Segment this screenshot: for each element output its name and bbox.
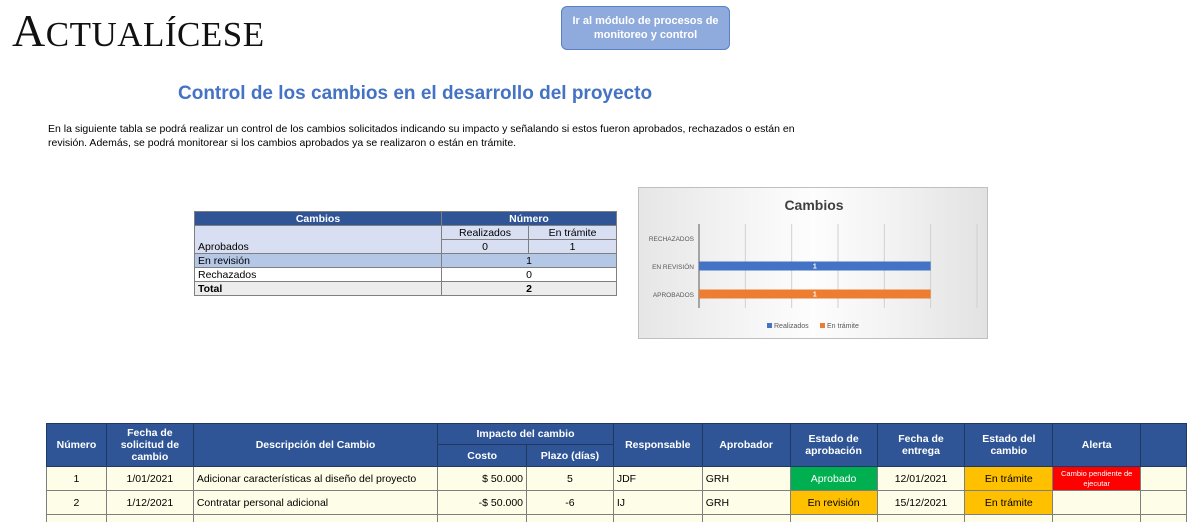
description-text: En la siguiente tabla se podrá realizar un control de los cambios solicitados indicando su impacto y señalando si estos fueron aprobados, rechazados o están en revisión. Además, se podrá monitorear si los cambios aprobados ya se realizaron o están en trámite.	[48, 123, 795, 149]
cell-responsable[interactable]: IJ	[613, 491, 702, 515]
header-descripcion[interactable]: Descripción del Cambio	[193, 424, 437, 467]
cambios-chart[interactable]	[638, 187, 988, 339]
chart-data-label: 1	[812, 291, 817, 299]
table-row	[47, 515, 1187, 522]
cell-fecha[interactable]: 1/12/2021	[106, 491, 193, 515]
cell-empty[interactable]	[527, 515, 614, 522]
summary-total-value[interactable]: 2	[442, 282, 617, 296]
cell-empty[interactable]	[613, 515, 702, 522]
cell-empty[interactable]	[790, 515, 877, 522]
cell-numero[interactable]: 1	[47, 467, 107, 491]
cell-alerta[interactable]: Cambio pendiente de ejecutar	[1053, 467, 1141, 491]
summary-label-total[interactable]: Total	[195, 282, 442, 296]
summary-header-numero[interactable]: Número	[442, 212, 617, 226]
header-plazo[interactable]: Plazo (días)	[527, 445, 614, 467]
header-estado-aprobacion[interactable]: Estado de aprobación	[790, 424, 877, 467]
chart-category-label: APROBADOS	[652, 292, 694, 299]
chart-canvas	[639, 188, 989, 340]
header-estado-cambio[interactable]: Estado del cambio	[965, 424, 1053, 467]
header-responsable[interactable]: Responsable	[613, 424, 702, 467]
cell-fecha-entrega[interactable]: 12/01/2021	[877, 467, 965, 491]
cell-aprobador[interactable]: GRH	[702, 467, 790, 491]
header-aprobador[interactable]: Aprobador	[702, 424, 790, 467]
chart-legend-label: Realizados	[774, 323, 809, 330]
cell-alerta[interactable]	[1053, 491, 1141, 515]
cell-estado-cambio[interactable]: En trámite	[965, 491, 1053, 515]
cell-fecha-entrega[interactable]: 15/12/2021	[877, 491, 965, 515]
cell-descripcion[interactable]: Adicionar características al diseño del proyecto	[193, 467, 437, 491]
cell-empty[interactable]	[877, 515, 965, 522]
cell-extra[interactable]	[1141, 491, 1187, 515]
cell-empty[interactable]	[106, 515, 193, 522]
actualicese-logo	[12, 4, 265, 57]
summary-header-cambios[interactable]: Cambios	[195, 212, 442, 226]
cell-plazo[interactable]: 5	[527, 467, 614, 491]
header-costo[interactable]: Costo	[438, 445, 527, 467]
cell-empty[interactable]	[702, 515, 790, 522]
summary-label-rechazados[interactable]: Rechazados	[195, 268, 442, 282]
summary-label-aprobados[interactable]: Aprobados	[195, 226, 442, 254]
chart-data-label: 1	[812, 263, 817, 271]
cell-costo[interactable]: -$ 50.000	[438, 491, 527, 515]
cell-empty[interactable]	[438, 515, 527, 522]
cell-empty[interactable]	[47, 515, 107, 522]
cell-estado-aprobacion[interactable]: En revisión	[790, 491, 877, 515]
cell-descripcion[interactable]: Contratar personal adicional	[193, 491, 437, 515]
header-fecha-solicitud[interactable]: Fecha de solicitud de cambio	[106, 424, 193, 467]
cell-empty[interactable]	[965, 515, 1053, 522]
cell-fecha[interactable]: 1/01/2021	[106, 467, 193, 491]
cell-plazo[interactable]: -6	[527, 491, 614, 515]
chart-legend-swatch	[820, 323, 825, 328]
summary-subheader-realizados[interactable]: Realizados	[442, 226, 529, 240]
header-alerta[interactable]: Alerta	[1053, 424, 1141, 467]
changes-table	[46, 423, 1187, 522]
cell-empty[interactable]	[193, 515, 437, 522]
header-fecha-entrega[interactable]: Fecha de entrega	[877, 424, 965, 467]
summary-label-en-revision[interactable]: En revisión	[195, 254, 442, 268]
table-row	[47, 491, 1187, 515]
cell-aprobador[interactable]: GRH	[702, 491, 790, 515]
summary-rechazados-value[interactable]: 0	[442, 268, 617, 282]
page-title: Control de los cambios en el desarrollo del proyecto	[178, 83, 653, 104]
cell-costo[interactable]: $ 50.000	[438, 467, 527, 491]
cell-empty[interactable]	[1053, 515, 1141, 522]
summary-en-revision-value[interactable]: 1	[442, 254, 617, 268]
chart-legend-label: En trámite	[827, 323, 859, 330]
cell-extra[interactable]	[1141, 467, 1187, 491]
chart-legend-swatch	[767, 323, 772, 328]
summary-table	[194, 211, 617, 296]
chart-title: Cambios	[784, 197, 844, 213]
logo-rest: CTUALÍCESE	[45, 15, 265, 54]
summary-aprobados-en-tramite[interactable]: 1	[529, 240, 617, 254]
chart-category-label: RECHAZADOS	[648, 236, 694, 243]
logo-initial: A	[12, 5, 46, 56]
header-extra[interactable]	[1141, 424, 1187, 467]
cell-responsable[interactable]: JDF	[613, 467, 702, 491]
table-row	[47, 467, 1187, 491]
summary-aprobados-realizados[interactable]: 0	[442, 240, 529, 254]
cell-estado-aprobacion[interactable]: Aprobado	[790, 467, 877, 491]
summary-subheader-en-tramite[interactable]: En trámite	[529, 226, 617, 240]
monitoring-module-button[interactable]: Ir al módulo de procesos de monitoreo y control	[561, 6, 730, 50]
header-impacto[interactable]: Impacto del cambio	[438, 424, 614, 445]
cell-empty[interactable]	[1141, 515, 1187, 522]
chart-category-label: EN REVISIÓN	[652, 264, 694, 271]
cell-estado-cambio[interactable]: En trámite	[965, 467, 1053, 491]
cell-numero[interactable]: 2	[47, 491, 107, 515]
header-numero[interactable]: Número	[47, 424, 107, 467]
